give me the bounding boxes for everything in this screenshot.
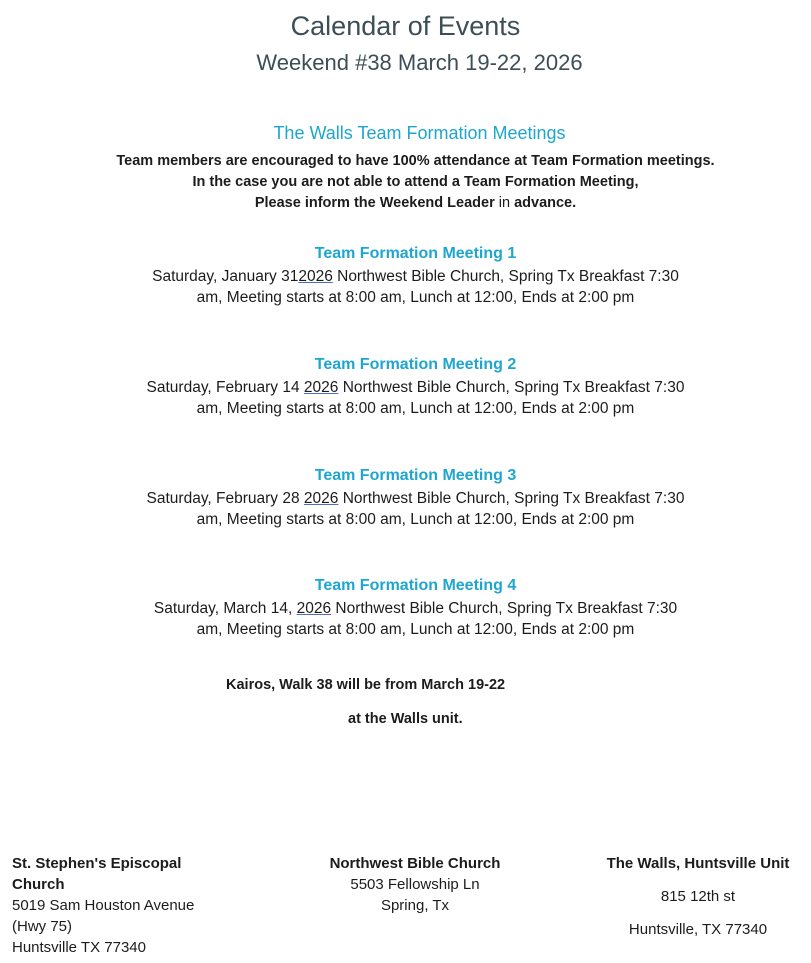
meeting-line-1 (10, 266, 811, 287)
address-northwest (310, 853, 520, 916)
address-street: 5019 Sam Houston Avenue (12, 897, 195, 914)
page-title: Calendar of Events (290, 11, 521, 41)
meeting-line-1 (10, 598, 811, 619)
intro-line-3 (10, 193, 811, 214)
meeting-4 (10, 574, 811, 640)
intro-line-1: Team members are encouraged to have 100% attendance at Team Formation meetings. (116, 153, 715, 169)
meeting-details: Northwest Bible Church, Spring Tx Breakfast 7:30 (332, 268, 679, 285)
meeting-line-1 (10, 488, 811, 509)
meeting-line-1 (10, 377, 811, 398)
meeting-title: Team Formation Meeting 4 (314, 577, 517, 594)
intro-line-2: In the case you are not able to attend a Team Formation Meeting, (192, 174, 639, 190)
meeting-3 (10, 464, 811, 530)
meeting-2 (10, 353, 811, 419)
address-name: St. Stephen's Episcopal (12, 855, 182, 872)
meeting-year: 2026 (298, 268, 333, 285)
meeting-line-2: am, Meeting starts at 8:00 am, Lunch at 12:00, Ends at 2:00 pm (196, 400, 635, 417)
meeting-details: Northwest Bible Church, Spring Tx Breakfast 7:30 (342, 379, 685, 396)
meeting-line-2: am, Meeting starts at 8:00 am, Lunch at 12:00, Ends at 2:00 pm (196, 511, 635, 528)
address-hwy: (Hwy 75) (12, 918, 73, 935)
address-name-cont: Church (12, 876, 65, 893)
page-subtitle: Weekend #38 March 19-22, 2026 (256, 50, 583, 75)
meeting-date: Saturday, February 14 (146, 379, 300, 396)
walk-note: Kairos, Walk 38 will be from March 19-22 (226, 677, 506, 693)
meeting-title: Team Formation Meeting 1 (314, 245, 517, 262)
meeting-line-2: am, Meeting starts at 8:00 am, Lunch at 12:00, Ends at 2:00 pm (196, 621, 635, 638)
meeting-date: Saturday, March 14, (153, 600, 297, 617)
meeting-details: Northwest Bible Church, Spring Tx Breakfast 7:30 (342, 490, 685, 507)
address-walls (588, 853, 808, 940)
unit-note: at the Walls unit. (348, 711, 463, 727)
meeting-title: Team Formation Meeting 2 (314, 356, 517, 373)
meeting-line-2: am, Meeting starts at 8:00 am, Lunch at 12:00, Ends at 2:00 pm (196, 289, 635, 306)
address-city: Huntsville, TX 77340 (628, 921, 768, 938)
inform-normal: in (498, 195, 511, 211)
meeting-1 (10, 242, 811, 308)
address-city: Spring, Tx (380, 897, 450, 914)
meeting-date: Saturday, February 28 (146, 490, 300, 507)
inform-bold: Please inform the Weekend Leader (254, 195, 495, 211)
formation-intro (10, 151, 811, 214)
address-street: 815 12th st (660, 888, 736, 905)
address-name: The Walls, Huntsville Unit (606, 855, 790, 872)
meeting-title: Team Formation Meeting 3 (314, 467, 517, 484)
formation-heading: The Walls Team Formation Meetings (273, 123, 566, 143)
address-st-stephens (12, 853, 252, 958)
meeting-year: 2026 (303, 379, 339, 396)
inform-end: advance. (514, 195, 577, 211)
meeting-details: Northwest Bible Church, Spring Tx Breakfast 7:30 (335, 600, 678, 617)
address-city: Huntsville TX 77340 (12, 939, 146, 956)
meeting-year: 2026 (303, 490, 339, 507)
address-street: 5503 Fellowship Ln (350, 876, 480, 893)
meeting-year: 2026 (296, 600, 332, 617)
meeting-date: Saturday, January 31 (152, 268, 299, 285)
address-name: Northwest Bible Church (329, 855, 501, 872)
